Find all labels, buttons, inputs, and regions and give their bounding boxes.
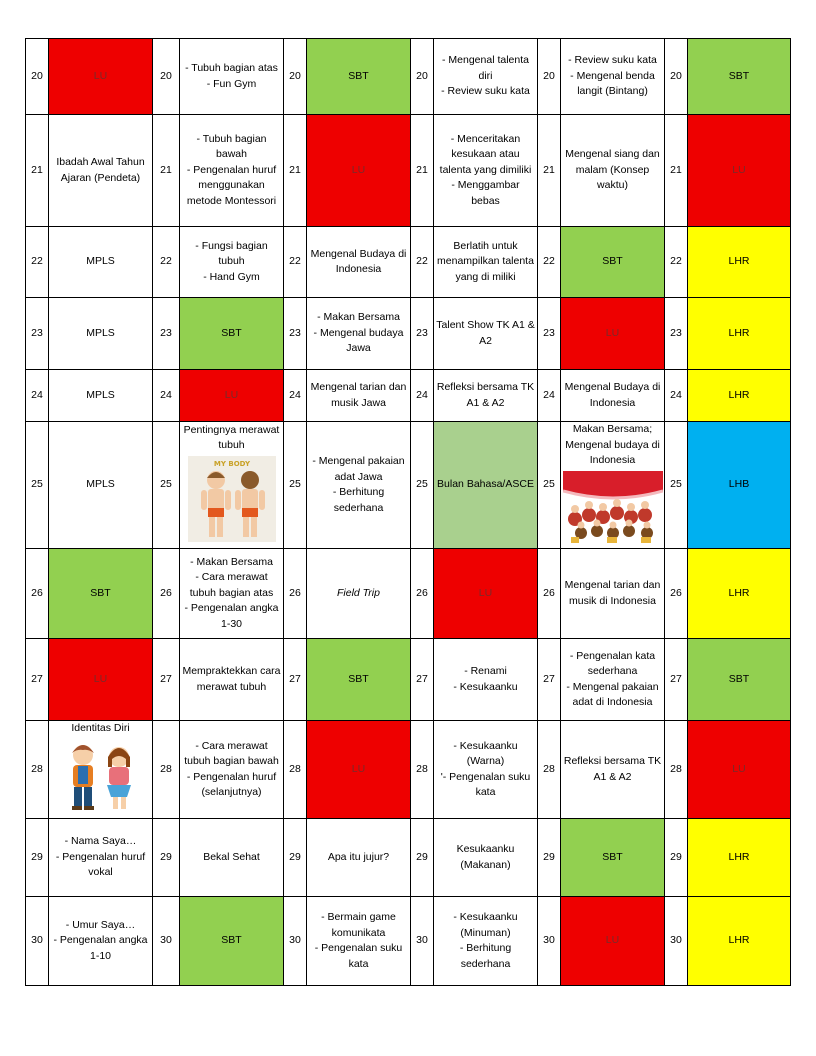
- activity-text: LHR: [728, 934, 750, 947]
- activity-text: Pentingnya merawat tubuh: [183, 423, 280, 452]
- culture-illustration: [563, 471, 662, 549]
- date-number: 29: [284, 819, 307, 897]
- date-number: 23: [153, 298, 180, 370]
- date-number: 27: [411, 639, 434, 721]
- date-number: 24: [538, 370, 561, 422]
- activity-cell: [688, 897, 791, 986]
- activity-cell: [180, 422, 284, 549]
- activity-cell: [307, 39, 411, 115]
- date-number: 28: [26, 721, 49, 819]
- activity-cell: [307, 897, 411, 986]
- activity-cell: [307, 422, 411, 549]
- table-row: [26, 639, 791, 721]
- activity-cell: [307, 370, 411, 422]
- activity-cell: [561, 115, 665, 227]
- date-number: 20: [26, 39, 49, 115]
- date-number: 27: [538, 639, 561, 721]
- activity-cell: [688, 422, 791, 549]
- date-number: 22: [26, 227, 49, 298]
- date-number: 21: [26, 115, 49, 227]
- activity-text: LU: [732, 762, 746, 775]
- activity-cell: [434, 370, 538, 422]
- activity-cell: [49, 370, 153, 422]
- activity-cell: [688, 549, 791, 639]
- date-number: 24: [411, 370, 434, 422]
- date-number: 27: [153, 639, 180, 721]
- activity-text: LHR: [728, 850, 750, 863]
- date-number: 26: [26, 549, 49, 639]
- activity-cell: [688, 39, 791, 115]
- date-number: 29: [411, 819, 434, 897]
- activity-cell: [434, 819, 538, 897]
- activity-text: SBT: [602, 255, 623, 268]
- activity-text: Field Trip: [337, 586, 380, 599]
- activity-cell: [688, 819, 791, 897]
- activity-text: LU: [351, 762, 366, 775]
- date-number: 21: [284, 115, 307, 227]
- pic-label: MY BODY: [213, 459, 250, 468]
- table-row: [26, 298, 791, 370]
- activity-cell: [434, 115, 538, 227]
- activity-cell: [307, 115, 411, 227]
- table-row: [26, 422, 791, 549]
- activity-cell: [688, 639, 791, 721]
- activity-cell: [434, 549, 538, 639]
- date-number: 21: [538, 115, 561, 227]
- activity-cell: [180, 549, 284, 639]
- activity-text: SBT: [221, 326, 242, 339]
- activity-cell: [49, 227, 153, 298]
- date-number: 24: [284, 370, 307, 422]
- activity-cell: [434, 422, 538, 549]
- table-row: [26, 39, 791, 115]
- date-number: 20: [538, 39, 561, 115]
- activity-text: LHR: [728, 586, 750, 599]
- activity-text: LU: [351, 163, 366, 176]
- date-number: 21: [411, 115, 434, 227]
- activity-text: LHR: [728, 326, 750, 339]
- date-number: 28: [153, 721, 180, 819]
- activity-text: MPLS: [86, 255, 115, 268]
- date-number: 30: [284, 897, 307, 986]
- date-number: 23: [284, 298, 307, 370]
- date-number: 22: [411, 227, 434, 298]
- activity-text: - Cara merawat tubuh bagian bawah - Pengenalan huruf (selanjutnya): [184, 739, 279, 798]
- date-number: 21: [665, 115, 688, 227]
- activity-cell: [561, 370, 665, 422]
- kids-illustration: [51, 739, 150, 819]
- date-number: 30: [153, 897, 180, 986]
- table-row: [26, 227, 791, 298]
- activity-text: - Makan Bersama - Cara merawat tubuh bagian atas - Pengenalan angka 1-30: [184, 555, 279, 630]
- activity-cell: [688, 227, 791, 298]
- activity-cell: [561, 39, 665, 115]
- activity-cell: [688, 370, 791, 422]
- activity-cell: [561, 897, 665, 986]
- activity-cell: [180, 819, 284, 897]
- activity-text: SBT: [728, 672, 750, 685]
- date-number: 24: [665, 370, 688, 422]
- calendar-body: [26, 39, 791, 986]
- activity-text: Mengenal siang dan malam (Konsep waktu): [565, 148, 660, 192]
- calendar-table: [25, 38, 791, 986]
- activity-text: - Bermain game komunikata - Pengenalan suku kata: [314, 911, 403, 970]
- activity-text: - Mengenal pakaian adat Jawa - Berhitung sederhana: [312, 455, 405, 514]
- date-number: 28: [538, 721, 561, 819]
- date-number: 25: [411, 422, 434, 549]
- activity-cell: [180, 639, 284, 721]
- activity-text: - Kesukaanku (Warna) '- Pengenalan suku kata: [440, 739, 531, 798]
- date-number: 20: [284, 39, 307, 115]
- activity-text: LU: [93, 672, 108, 685]
- table-row: [26, 549, 791, 639]
- date-number: 29: [26, 819, 49, 897]
- activity-cell: [49, 549, 153, 639]
- activity-text: Mengenal tarian dan musik di Indonesia: [564, 579, 661, 607]
- date-number: 24: [153, 370, 180, 422]
- date-number: 25: [665, 422, 688, 549]
- activity-text: LU: [93, 69, 108, 82]
- activity-cell: [180, 370, 284, 422]
- activity-text: LHR: [728, 388, 750, 401]
- activity-text: - Renami - Kesukaanku: [453, 665, 518, 693]
- activity-cell: [180, 115, 284, 227]
- activity-cell: [49, 897, 153, 986]
- activity-text: Kesukaanku (Makanan): [456, 843, 515, 871]
- date-number: 29: [153, 819, 180, 897]
- date-number: 23: [665, 298, 688, 370]
- date-number: 26: [665, 549, 688, 639]
- date-number: 28: [284, 721, 307, 819]
- activity-cell: [307, 639, 411, 721]
- activity-cell: [307, 819, 411, 897]
- activity-cell: [561, 227, 665, 298]
- date-number: 22: [665, 227, 688, 298]
- date-number: 20: [411, 39, 434, 115]
- activity-text: - Nama Saya… - Pengenalan huruf vokal: [55, 835, 146, 879]
- activity-text: Identitas Diri: [71, 722, 130, 734]
- activity-text: SBT: [728, 69, 750, 82]
- activity-cell: [49, 819, 153, 897]
- activity-text: LU: [224, 388, 239, 401]
- table-row: [26, 897, 791, 986]
- activity-text: - Menceritakan kesukaan atau talenta yang dimiliki - Menggambar bebas: [439, 132, 532, 207]
- activity-text: - Tubuh bagian bawah - Pengenalan huruf menggunakan metode Montessori: [186, 132, 277, 207]
- activity-text: LU: [605, 326, 620, 339]
- date-number: 23: [411, 298, 434, 370]
- activity-text: - Tubuh bagian atas - Fun Gym: [185, 62, 278, 90]
- activity-cell: [434, 639, 538, 721]
- activity-cell: [561, 549, 665, 639]
- date-number: 27: [26, 639, 49, 721]
- date-number: 22: [153, 227, 180, 298]
- activity-text: - Review suku kata - Mengenal benda langit (Bintang): [568, 54, 657, 98]
- activity-text: Makan Bersama; Mengenal budaya di Indonesia: [565, 423, 660, 466]
- activity-text: - Pengenalan kata sederhana - Mengenal pakaian adat di Indonesia: [566, 649, 659, 708]
- activity-text: LU: [478, 586, 493, 599]
- activity-cell: [688, 721, 791, 819]
- activity-text: Mengenal Budaya di Indonesia: [310, 247, 407, 275]
- activity-text: - Makan Bersama - Mengenal budaya Jawa: [313, 311, 404, 355]
- activity-text: Mengenal Budaya di Indonesia: [564, 381, 661, 409]
- activity-text: - Mengenal talenta diri - Review suku kata: [441, 54, 530, 98]
- table-row: [26, 370, 791, 422]
- date-number: 22: [538, 227, 561, 298]
- date-number: 30: [665, 897, 688, 986]
- activity-text: Bulan Bahasa/ASCE: [437, 478, 534, 491]
- date-number: 28: [665, 721, 688, 819]
- activity-cell: [561, 298, 665, 370]
- activity-cell: [688, 298, 791, 370]
- activity-text: Mengenal tarian dan musik Jawa: [310, 381, 407, 409]
- date-number: 26: [284, 549, 307, 639]
- body-illustration: [182, 456, 281, 548]
- activity-cell: [434, 39, 538, 115]
- activity-cell: [307, 721, 411, 819]
- activity-cell: [49, 721, 153, 819]
- activity-cell: [180, 721, 284, 819]
- activity-cell: [180, 298, 284, 370]
- date-number: 27: [665, 639, 688, 721]
- activity-cell: [180, 227, 284, 298]
- activity-cell: [49, 39, 153, 115]
- date-number: 25: [284, 422, 307, 549]
- date-number: 27: [284, 639, 307, 721]
- activity-cell: [49, 422, 153, 549]
- activity-text: MPLS: [86, 326, 115, 339]
- activity-cell: [307, 549, 411, 639]
- activity-text: SBT: [348, 672, 369, 685]
- activity-text: Refleksi bersama TK A1 & A2: [563, 755, 662, 783]
- activity-cell: [307, 227, 411, 298]
- activity-cell: [688, 115, 791, 227]
- date-number: 28: [411, 721, 434, 819]
- activity-text: LU: [605, 934, 620, 947]
- date-number: 29: [665, 819, 688, 897]
- table-row: [26, 115, 791, 227]
- activity-text: SBT: [221, 934, 242, 947]
- date-number: 25: [26, 422, 49, 549]
- activity-text: SBT: [348, 69, 369, 82]
- date-number: 26: [153, 549, 180, 639]
- activity-text: Mempraktekkan cara merawat tubuh: [182, 665, 281, 693]
- date-number: 22: [284, 227, 307, 298]
- activity-cell: [561, 639, 665, 721]
- activity-text: Apa itu jujur?: [327, 850, 390, 863]
- activity-text: Bekal Sehat: [203, 850, 260, 863]
- activity-cell: [49, 115, 153, 227]
- activity-text: SBT: [602, 850, 623, 863]
- activity-text: - Fungsi bagian tubuh - Hand Gym: [195, 239, 268, 283]
- date-number: 26: [411, 549, 434, 639]
- activity-text: LHB: [728, 478, 750, 491]
- date-number: 25: [538, 422, 561, 549]
- date-number: 23: [538, 298, 561, 370]
- activity-text: Talent Show TK A1 & A2: [436, 319, 535, 347]
- activity-text: Berlatih untuk menampilkan talenta yang di miliki: [437, 239, 534, 283]
- activity-cell: [561, 721, 665, 819]
- activity-text: SBT: [90, 586, 111, 599]
- activity-cell: [307, 298, 411, 370]
- date-number: 20: [665, 39, 688, 115]
- activity-cell: [434, 721, 538, 819]
- date-number: 23: [26, 298, 49, 370]
- activity-text: MPLS: [86, 388, 115, 401]
- date-number: 21: [153, 115, 180, 227]
- date-number: 26: [538, 549, 561, 639]
- date-number: 25: [153, 422, 180, 549]
- activity-cell: [49, 639, 153, 721]
- activity-cell: [561, 819, 665, 897]
- activity-cell: [180, 39, 284, 115]
- activity-cell: [434, 227, 538, 298]
- activity-cell: [561, 422, 665, 549]
- activity-cell: [434, 298, 538, 370]
- date-number: 24: [26, 370, 49, 422]
- activity-text: LU: [732, 163, 746, 176]
- activity-text: Refleksi bersama TK A1 & A2: [436, 381, 535, 409]
- activity-text: LHR: [728, 255, 750, 268]
- activity-cell: [434, 897, 538, 986]
- date-number: 29: [538, 819, 561, 897]
- activity-text: - Umur Saya… - Pengenalan angka 1-10: [53, 918, 148, 962]
- activity-text: Ibadah Awal Tahun Ajaran (Pendeta): [56, 156, 145, 184]
- date-number: 30: [26, 897, 49, 986]
- date-number: 30: [411, 897, 434, 986]
- table-row: [26, 721, 791, 819]
- activity-cell: [49, 298, 153, 370]
- date-number: 20: [153, 39, 180, 115]
- activity-text: MPLS: [86, 478, 115, 491]
- table-row: [26, 819, 791, 897]
- activity-text: - Kesukaanku (Minuman) - Berhitung sederhana: [453, 911, 518, 970]
- activity-cell: [180, 897, 284, 986]
- date-number: 30: [538, 897, 561, 986]
